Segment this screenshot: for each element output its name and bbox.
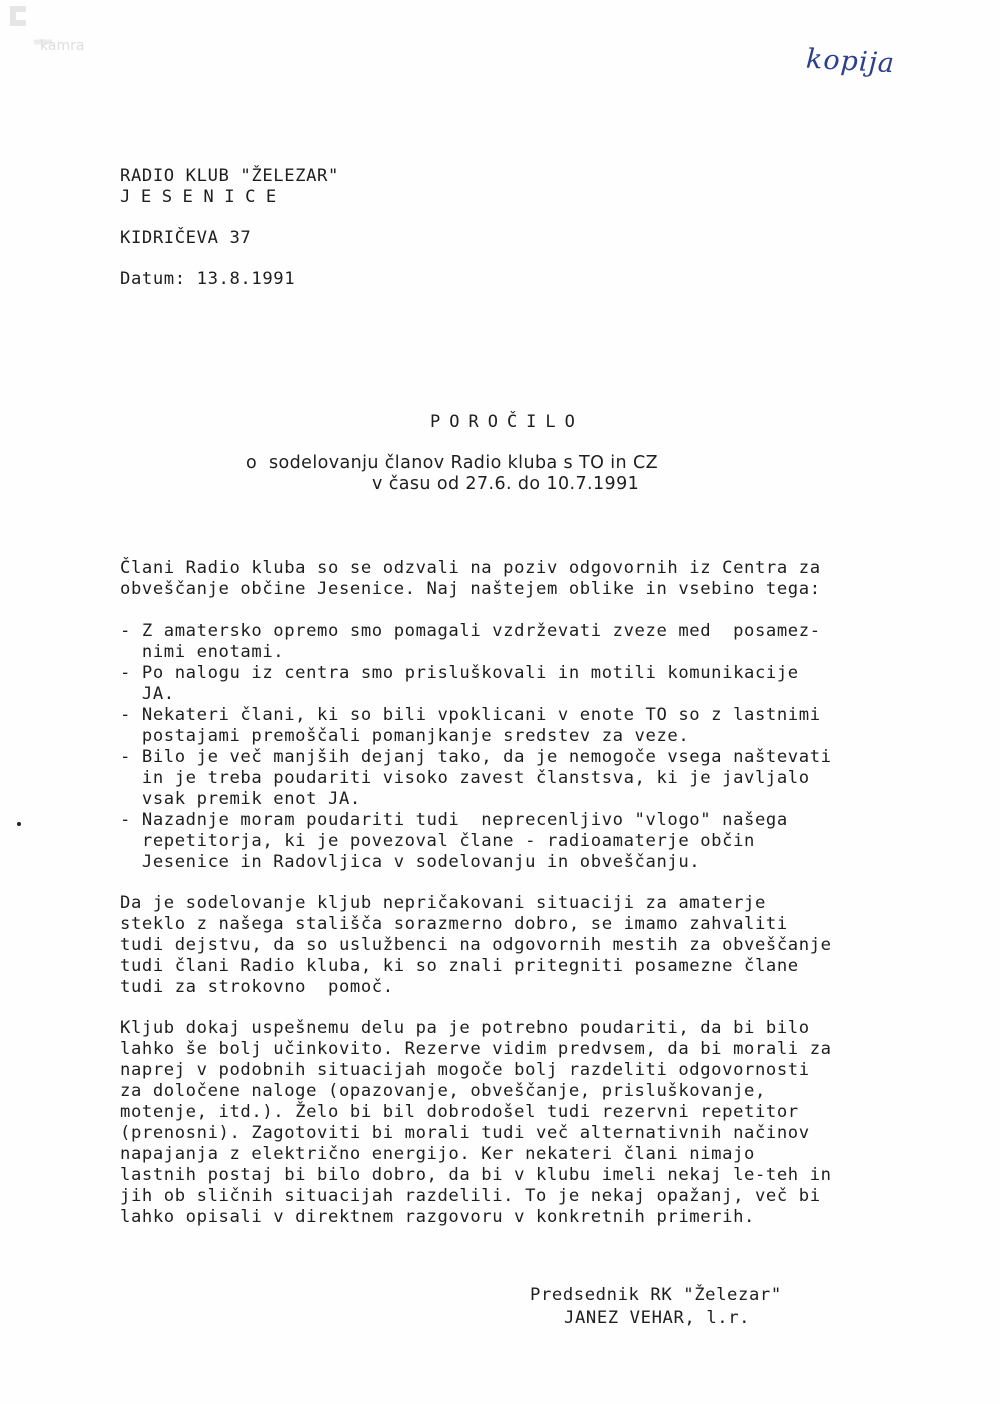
- paragraph2-line: tudi za strokovno pomoč.: [120, 977, 394, 997]
- subtitle-line-1: o sodelovanju članov Radio kluba s TO in CZ: [246, 453, 658, 473]
- paragraph2-line: tudi člani Radio kluba, ki so znali pritegniti posamezne člane: [120, 956, 799, 976]
- paragraph3-line: Kljub dokaj uspešnemu delu pa je potrebno poudariti, da bi bilo: [120, 1018, 810, 1038]
- page-title: POROČILO: [430, 412, 584, 432]
- paragraph2-line: Da je sodelovanje kljub nepričakovani situaciji za amaterje: [120, 893, 766, 913]
- paragraph2-line: tudi dejstvu, da so uslužbenci na odgovornih mestih za obveščanje: [120, 935, 832, 955]
- list-line: - Po nalogu iz centra smo prisluškovali in motili komunikacije: [120, 663, 799, 683]
- ink-speck: [17, 822, 21, 826]
- intro-line: Člani Radio kluba so se odzvali na poziv odgovornih iz Centra za: [120, 558, 821, 578]
- town: JESENICE: [120, 187, 287, 207]
- paragraph3-line: lahko še bolj učinkovito. Rezerve vidim predvsem, da bi morali za: [120, 1039, 832, 1059]
- paragraph3-line: (prenosni). Zagotoviti bi morali tudi več alternativnih načinov: [120, 1123, 810, 1143]
- list-line: vsak premik enot JA.: [120, 789, 361, 809]
- paragraph3-line: lastnih postaj bi bilo dobro, da bi v klubu imeli nekaj le-teh in: [120, 1165, 832, 1185]
- list-line: Jesenice in Radovljica v sodelovanju in obveščanju.: [120, 852, 701, 872]
- list-line: - Nazadnje moram poudariti tudi neprecenljivo "vlogo" našega: [120, 810, 788, 830]
- list-line: JA.: [120, 684, 175, 704]
- paragraph3-line: naprej v podobnih situacijah mogoče bolj razdeliti odgovornosti: [120, 1060, 810, 1080]
- paragraph3-line: lahko opisali v direktnem razgovoru v konkretnih primerih.: [120, 1207, 755, 1227]
- list-line: postajami premoščali pomanjkanje sredstev za veze.: [120, 726, 690, 746]
- list-line: nimi enotami.: [120, 642, 285, 662]
- signature-role: Predsednik RK "Železar": [530, 1285, 782, 1305]
- list-line: - Z amatersko opremo smo pomagali vzdrževati zveze med posamez-: [120, 621, 821, 641]
- address: KIDRIČEVA 37: [120, 228, 252, 248]
- kamra-logo-icon: [4, 2, 124, 62]
- paragraph3-line: napajanja z električno energijo. Ker nekateri člani nimajo: [120, 1144, 755, 1164]
- paragraph2-line: steklo z našega stališča sorazmerno dobro, se imamo zahvaliti: [120, 914, 788, 934]
- paragraph3-line: za določene naloge (opazovanje, obveščanje, prisluškovanje,: [120, 1081, 766, 1101]
- list-line: - Bilo je več manjših dejanj tako, da je nemogoče vsega naštevati: [120, 747, 832, 767]
- handwritten-note: kopija: [805, 43, 896, 80]
- org-name: RADIO KLUB "ŽELEZAR": [120, 166, 339, 186]
- signature-name: JANEZ VEHAR, l.r.: [564, 1308, 751, 1328]
- subtitle-line-2: v času od 27.6. do 10.7.1991: [372, 474, 640, 494]
- date-line: Datum: 13.8.1991: [120, 269, 296, 289]
- intro-line: obveščanje občine Jesenice. Naj naštejem oblike in vsebino tega:: [120, 579, 821, 599]
- list-line: repetitorja, ki je povezoval člane - radioamaterje občin: [120, 831, 755, 851]
- watermark-text: kamra: [40, 38, 85, 54]
- list-line: - Nekateri člani, ki so bili vpoklicani v enote TO so z lastnimi: [120, 705, 821, 725]
- paragraph3-line: motenje, itd.). Želo bi bil dobrodošel tudi rezervni repetitor: [120, 1102, 799, 1122]
- paragraph3-line: jih ob sličnih situacijah razdelili. To je nekaj opažanj, več bi: [120, 1186, 821, 1206]
- list-line: in je treba poudariti visoko zavest članstsva, ki je javljalo: [120, 768, 810, 788]
